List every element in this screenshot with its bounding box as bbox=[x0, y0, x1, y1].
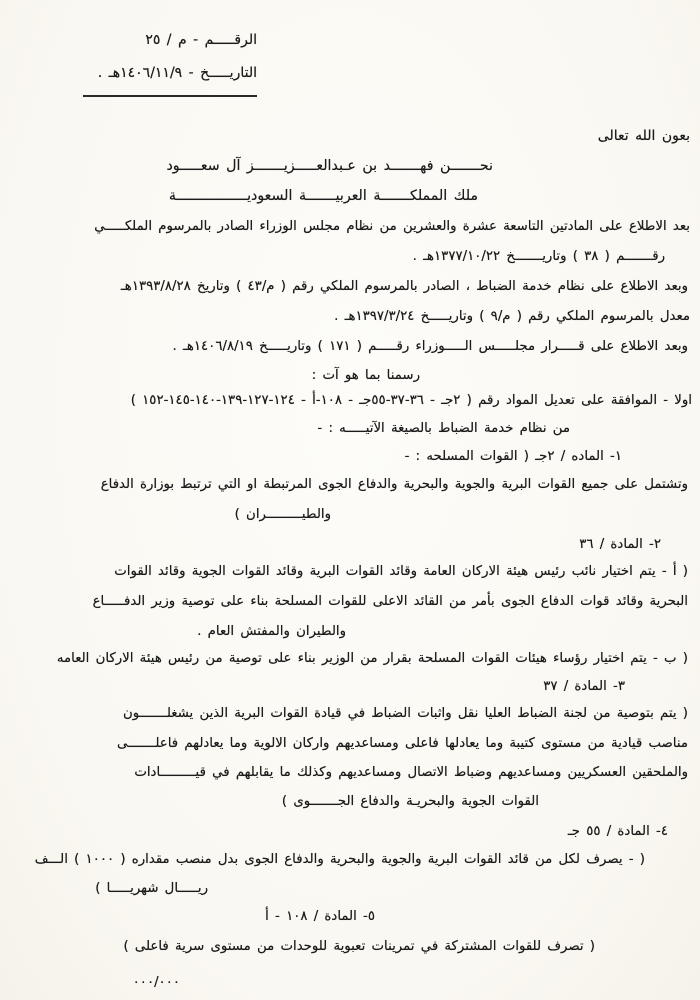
article-4-heading: ٤- المادة / ٥٥ جـ bbox=[567, 824, 668, 839]
article-1-text-1: وتشتمل على جميع القوات البرية والجوية والبحرية والدفاع الجوى المرتبطة او التي ترتبط بوزارة الدفاع bbox=[100, 477, 688, 492]
preamble-line-3: وبعد الاطلاع على نظام خدمة الضباط ، الصادر بالمرسوم الملكي رقم ( م/٤٣ ) وتاريخ ١٣٩٣/٨/٢٨هـ bbox=[120, 279, 688, 294]
article-2-para-a-1: ( أ - يتم اختيار نائب رئيس هيئة الاركان العامة وقائد القوات البرية وقائد القوات الجوية وقائد القوات bbox=[114, 564, 688, 579]
article-3-text-1: ( يتم بتوصية من لجنة الضباط العليا نقل واثبات الضباط في قيادة القوات البرية الذين يشغلـــــــون bbox=[122, 706, 688, 721]
royal-title: ملك المملكـــــــة العربيـــــــة السعوديـــــــــــــــــة bbox=[168, 188, 478, 204]
preamble-line-2: رقـــــــم ( ٣٨ ) وتاريـــــــخ ١٣٧٧/١٠/٢٢هـ . bbox=[412, 249, 665, 264]
page-continuation-mark: ٠٠٠/٠٠٠ bbox=[132, 975, 180, 990]
article-3-heading: ٣- المادة / ٣٧ bbox=[543, 679, 625, 694]
article-2-para-b: ( ب - يتم اختيار رؤساء هيئات القوات المسلحة بقرار من الوزير بناء على توصية من رئيس هيئة الاركان العامه bbox=[56, 651, 688, 666]
enactment-phrase: رسمنا بما هو آت : bbox=[311, 368, 420, 383]
article-5-text: ( تصرف للقوات المشتركة في تمرينات تعبوية للوحدات من مستوى سرية فاعلى ) bbox=[123, 939, 595, 954]
invocation: بعون الله تعالى bbox=[597, 128, 690, 144]
article-2-heading: ٢- المادة / ٣٦ bbox=[579, 537, 661, 552]
preamble-line-5: وبعد الاطلاع على قـــــرار مجلـــــس الـــــوزراء رقـــــم ( ١٧١ ) وتاريـــــخ ١٤٠٦/٨/١٩هـ . bbox=[172, 339, 688, 354]
decree-number: الرقـــــم - م / ٢٥ bbox=[145, 32, 257, 48]
date-underline bbox=[83, 95, 257, 97]
clause-first-continuation: من نظام خدمة الضباط بالصيغة الآتيـــــه : - bbox=[317, 421, 570, 436]
article-2-para-a-2: البحرية وقائد قوات الدفاع الجوى بأمر من القائد الاعلى للقوات المسلحة بناء على توصية وزير الدفـــــاع bbox=[92, 594, 688, 609]
article-5-heading: ٥- المادة / ١٠٨ - أ bbox=[265, 909, 375, 924]
decree-date: التاريـــــخ - ١٤٠٦/١١/٩هـ . bbox=[97, 65, 257, 81]
article-3-text-3: والملحقين العسكريين ومساعديهم وضباط الاتصال ومساعديهم وكذلك ما يقابلهم في قيـــــــــادات bbox=[134, 765, 688, 780]
preamble-line-4: معدل بالمرسوم الملكي رقم ( م/٩ ) وتاريـــــخ ١٣٩٧/٣/٢٤هـ . bbox=[334, 309, 690, 324]
article-4-text-1: ( - يصرف لكل من قائد القوات البرية والجوية والبحرية والدفاع الجوى بدل منصب مقداره ( ١٠٠٠ ) الـــف bbox=[34, 852, 645, 867]
article-3-text-2: مناصب قيادية من مستوى كتيبة وما يعادلها فاعلى ومساعديهم واركان الالوية وما يعادلهم فاعلـــــــى bbox=[117, 736, 688, 751]
preamble-line-1: بعد الاطلاع على المادتين التاسعة عشرة والعشرين من نظام مجلس الوزراء الصادر بالمرسوم الملكـــــي bbox=[94, 219, 690, 234]
clause-first-line: اولا - الموافقة على تعديل المواد رقم ( ٢جـ - ٣٦-٣٧-٥٥جـ - ١٠٨-أ - ١٢٤-١٢٧-١٣٩-١٤٠-١٤٥-١٥٢ ) bbox=[130, 393, 692, 408]
article-1-text-2: والطيـــــــــران ) bbox=[234, 507, 331, 522]
article-2-para-a-3: والطيران والمفتش العام . bbox=[197, 624, 346, 639]
article-1-heading: ١- الماده / ٢جـ ( القوات المسلحه : - bbox=[404, 449, 622, 464]
royal-name: نحـــــــن فهـــــــد بن عـبدالعـــــزيـــــــز آل سعـــــود bbox=[166, 158, 493, 174]
article-4-text-2: ريـــــال شهريـــــا ) bbox=[95, 881, 208, 896]
article-3-text-4: القوات الجوية والبحريـة والدفاع الجـــــــوى ) bbox=[281, 794, 539, 809]
